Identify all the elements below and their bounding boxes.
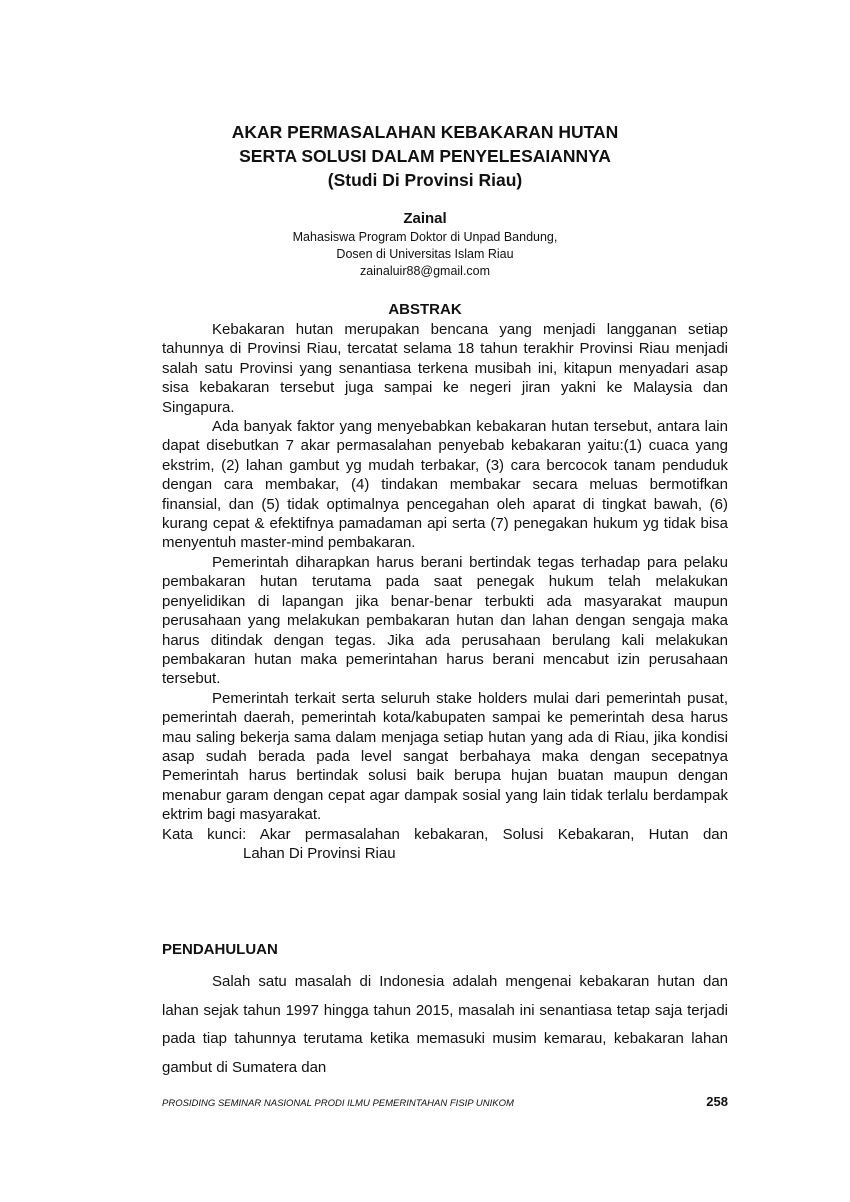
- author-block: [0, 209, 850, 280]
- abstract-paragraph-3: Pemerintah diharapkan harus berani bertindak tegas terhadap para pelaku pembakaran hutan terutama pada saat penegak hukum telah melakukan penyelidikan di lapangan jika benar-benar terbukti ada masyarakat maupun perusahaan yang melakukan pembakaran hutan dan lahan dengan sengaja maka harus ditindak dengan tegas. Jika ada perusahaan berulang kali melakukan pembakaran hutan maka pemerintahan harus berani mencabut izin perusahaan tersebut.: [162, 553, 728, 688]
- author-affiliation-1: Mahasiswa Program Doktor di Unpad Bandung,: [292, 230, 558, 244]
- abstract-paragraph-4: Pemerintah terkait serta seluruh stake holders mulai dari pemerintah pusat, pemerintah daerah, pemerintah kota/kabupaten sampai ke pemerintah desa harus mau saling bekerja sama dalam menjaga setiap hutan yang ada di Riau, jika kondisi asap sudah berada pada level sangat berbahaya maka dengan secepatnya Pemerintah harus bertindak solusi baik berupa hujan buatan maupun dengan menabur garam dengan cepat agar dampak sosial yang lain tidak terlalu berdampak ektrim bagi masyarakat.: [162, 689, 728, 824]
- abstract-paragraph-2: Ada banyak faktor yang menyebabkan kebakaran hutan tersebut, antara lain dapat disebutkan 7 akar permasalahan penyebab kebakaran yaitu:(1) cuaca yang ekstrim, (2) lahan gambut yg mudah terbakar, (3) cara bercocok tanam penduduk dengan cara membakar, (4) tindakan membakar secara meluas bermotifkan finansial, dan (5) tidak optimalnya pencegahan oleh aparat di tingkat bawah, (6) kurang cepat & efektifnya pamadaman api serta (7) penegakan hukum yg tidak bisa menyentuh master-mind pembakaran.: [162, 418, 728, 552]
- abstract-body: [162, 320, 728, 863]
- author-affiliation-2: Dosen di Universitas Islam Riau: [336, 247, 514, 261]
- footer-page-number: 258: [706, 1094, 728, 1109]
- footer-journal-name: PROSIDING SEMINAR NASIONAL PRODI ILMU PEMERINTAHAN FISIP UNIKOM: [162, 1098, 514, 1109]
- paper-title: [0, 120, 850, 192]
- keywords-line-2: Lahan Di Provinsi Riau: [243, 844, 396, 862]
- author-email: zainaluir88@gmail.com: [359, 264, 491, 278]
- title-line-1: AKAR PERMASALAHAN KEBAKARAN HUTAN: [231, 122, 619, 142]
- keywords: [162, 825, 728, 864]
- keywords-line-1: Kata kunci: Akar permasalahan kebakaran, Solusi Kebakaran, Hutan dan: [162, 825, 728, 843]
- page-footer: [162, 1094, 728, 1109]
- title-line-2: SERTA SOLUSI DALAM PENYELESAIANNYA: [239, 146, 611, 166]
- abstract-heading: ABSTRAK: [388, 301, 462, 318]
- abstract-paragraph-1: Kebakaran hutan merupakan bencana yang menjadi langganan setiap tahunnya di Provinsi Riau, tercatat selama 18 tahun terakhir Provinsi Riau menjadi salah satu Provinsi yang senantiasa terkena musibah ini, kitapun menyadari asap sisa kebakaran tersebut juga sampai ke negeri jiran yakni ke Malaysia dan Singapura.: [162, 321, 728, 416]
- introduction-heading: PENDAHULUAN: [162, 941, 278, 958]
- introduction-paragraph: Salah satu masalah di Indonesia adalah mengenai kebakaran hutan dan lahan sejak tahun 1997 hingga tahun 2015, masalah ini senantiasa tetap saja terjadi pada tiap tahunnya terutama ketika memasuki musim kemarau, kebakaran lahan gambut di Sumatera dan: [162, 973, 728, 1077]
- author-name: Zainal: [403, 210, 447, 227]
- title-line-3: (Studi Di Provinsi Riau): [327, 170, 523, 190]
- introduction-body: [162, 968, 728, 1083]
